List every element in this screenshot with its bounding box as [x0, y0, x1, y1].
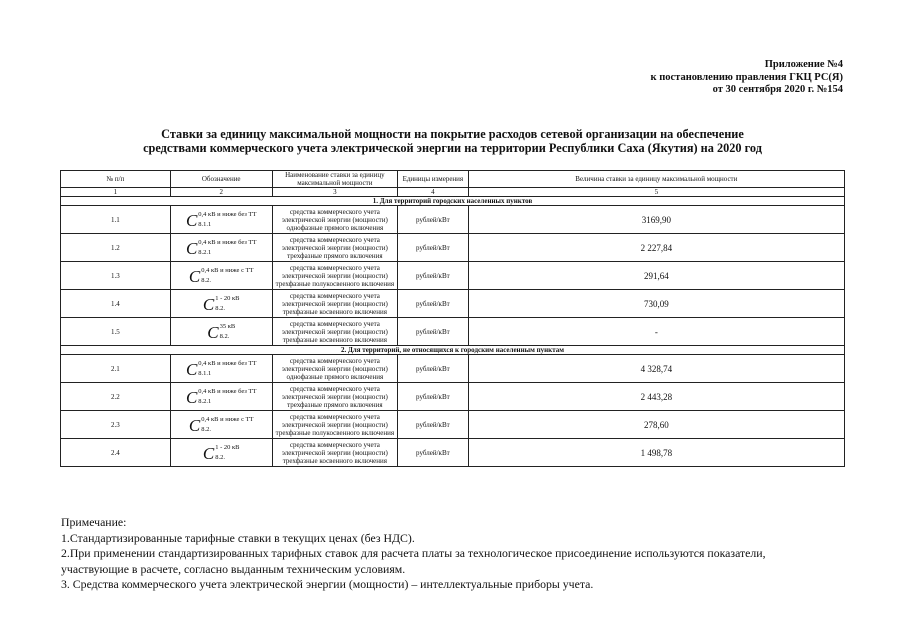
header-designation: Обозначение	[170, 171, 272, 188]
row-designation	[170, 439, 272, 467]
row-name-line: средства коммерческого учета электрической энергии (мощности)	[281, 319, 388, 336]
section-title: 1. Для территорий городских населенных пунктов	[61, 197, 845, 206]
row-unit: рублей/кВт	[398, 262, 469, 290]
row-name-line: трехфазные прямого включения	[287, 251, 383, 260]
section-row	[61, 346, 845, 355]
row-value: 3169,90	[468, 206, 844, 234]
section-row	[61, 197, 845, 206]
designation-subscript: 8.2.	[215, 305, 225, 312]
designation-symbol	[203, 294, 240, 313]
row-designation	[170, 234, 272, 262]
row-name	[272, 383, 397, 411]
designation-subscript: 8.2.	[215, 454, 225, 461]
note-item: участвующие в расчете, согласно выданным техническим условиям.	[61, 561, 406, 576]
row-unit: рублей/кВт	[398, 383, 469, 411]
row-name-line: средства коммерческого учета электрической энергии (мощности)	[281, 412, 388, 429]
row-number: 1.5	[61, 318, 171, 346]
row-name	[272, 234, 397, 262]
table-row	[61, 439, 845, 467]
row-value: 278,60	[468, 411, 844, 439]
header-num: № п/п	[61, 171, 171, 188]
row-name	[272, 439, 397, 467]
row-unit: рублей/кВт	[398, 439, 469, 467]
designation-subscript: 8.1.1	[198, 370, 212, 377]
header-value: Величина ставки за единицу максимальной мощности	[468, 171, 844, 188]
designation-superscript: 0,4 кВ и ниже без ТТ	[198, 211, 257, 218]
designation-letter: C	[185, 211, 198, 230]
designation-superscript: 1 - 20 кВ	[215, 444, 240, 451]
notes-block	[61, 515, 841, 593]
row-value: 1 498,78	[468, 439, 844, 467]
column-number: 4	[398, 188, 469, 197]
row-name-line: средства коммерческого учета электрической энергии (мощности)	[281, 384, 388, 401]
designation-symbol	[186, 210, 257, 229]
designation-superscript: 0,4 кВ и ниже без ТТ	[198, 239, 257, 246]
designation-letter: C	[185, 239, 198, 258]
designation-superscript: 0,4 кВ и ниже с ТТ	[201, 416, 254, 423]
document-title	[0, 128, 905, 155]
note-item: 1.Стандартизированные тарифные ставки в текущих ценах (без НДС).	[61, 530, 415, 545]
section-title: 2. Для территорий, не относящихся к городским населенным пунктам	[61, 346, 845, 355]
row-unit: рублей/кВт	[398, 234, 469, 262]
row-designation	[170, 262, 272, 290]
designation-letter: C	[185, 388, 198, 407]
header-name: Наименование ставки за единицу максимальной мощности	[272, 171, 397, 188]
row-designation	[170, 383, 272, 411]
table-header-row	[61, 171, 845, 188]
table-row	[61, 383, 845, 411]
table-row	[61, 355, 845, 383]
designation-superscript: 0,4 кВ и ниже с ТТ	[201, 267, 254, 274]
row-name	[272, 262, 397, 290]
row-name-line: трехфазные прямого включения	[287, 400, 383, 409]
row-number: 1.2	[61, 234, 171, 262]
table-row	[61, 206, 845, 234]
designation-letter: C	[188, 267, 201, 286]
row-name-line: трехфазные косвенного включения	[282, 456, 387, 465]
designation-superscript: 35 кВ	[219, 323, 236, 330]
row-designation	[170, 355, 272, 383]
designation-subscript: 8.2.1	[198, 249, 212, 256]
row-value: 291,64	[468, 262, 844, 290]
row-name	[272, 290, 397, 318]
designation-symbol	[186, 238, 257, 257]
row-number: 1.3	[61, 262, 171, 290]
designation-superscript: 0,4 кВ и ниже без ТТ	[198, 360, 257, 367]
row-name-line: однофазные прямого включения	[286, 223, 384, 232]
designation-symbol	[203, 443, 240, 462]
row-number: 2.3	[61, 411, 171, 439]
designation-letter: C	[185, 360, 198, 379]
table-row	[61, 318, 845, 346]
designation-letter: C	[188, 416, 201, 435]
rates-table	[60, 170, 845, 467]
designation-subscript: 8.2.	[201, 277, 211, 284]
row-designation	[170, 411, 272, 439]
row-name-line: трехфазные полукосвенного включения	[275, 279, 395, 288]
designation-superscript: 0,4 кВ и ниже без ТТ	[198, 388, 257, 395]
designation-subscript: 8.2.1	[198, 398, 212, 405]
note-item: 2.При применении стандартизированных тарифных ставок для расчета платы за технологическое присоединение используются показатели,	[61, 546, 766, 561]
row-name-line: трехфазные косвенного включения	[282, 335, 387, 344]
row-value: -	[468, 318, 844, 346]
row-number: 1.4	[61, 290, 171, 318]
row-unit: рублей/кВт	[398, 355, 469, 383]
row-value: 730,09	[468, 290, 844, 318]
table-row	[61, 262, 845, 290]
row-number: 1.1	[61, 206, 171, 234]
designation-symbol	[207, 322, 235, 341]
appendix-number: Приложение №4	[764, 59, 843, 70]
designation-subscript: 8.2.	[201, 426, 211, 433]
designation-symbol	[189, 415, 254, 434]
designation-symbol	[186, 359, 257, 378]
row-value: 4 328,74	[468, 355, 844, 383]
title-line-2: средствами коммерческого учета электрической энергии на территории Республики Саха (Якутия) на 2020 год	[143, 140, 762, 155]
row-name-line: средства коммерческого учета электрической энергии (мощности)	[281, 291, 388, 308]
row-name-line: средства коммерческого учета электрической энергии (мощности)	[281, 356, 388, 373]
designation-letter: C	[202, 444, 215, 463]
row-number: 2.1	[61, 355, 171, 383]
row-name	[272, 355, 397, 383]
column-number: 3	[272, 188, 397, 197]
row-number: 2.4	[61, 439, 171, 467]
designation-subscript: 8.2.	[219, 333, 230, 340]
row-name-line: средства коммерческого учета электрической энергии (мощности)	[281, 440, 388, 457]
table-row	[61, 234, 845, 262]
row-unit: рублей/кВт	[398, 411, 469, 439]
designation-subscript: 8.1.1	[198, 221, 212, 228]
row-unit: рублей/кВт	[398, 206, 469, 234]
header-unit: Единицы измерения	[398, 171, 469, 188]
row-value: 2 443,28	[468, 383, 844, 411]
designation-symbol	[186, 387, 257, 406]
row-name-line: однофазные прямого включения	[286, 372, 384, 381]
row-designation	[170, 206, 272, 234]
row-number: 2.2	[61, 383, 171, 411]
row-value: 2 227,84	[468, 234, 844, 262]
appendix-header	[651, 59, 843, 97]
table-row	[61, 411, 845, 439]
row-name	[272, 318, 397, 346]
row-unit: рублей/кВт	[398, 318, 469, 346]
row-name-line: средства коммерческого учета электрической энергии (мощности)	[281, 207, 388, 224]
designation-letter: C	[202, 295, 215, 314]
designation-letter: C	[207, 323, 219, 342]
row-name	[272, 411, 397, 439]
row-designation	[170, 290, 272, 318]
designation-symbol	[189, 266, 254, 285]
designation-superscript: 1 - 20 кВ	[215, 295, 240, 302]
column-number: 1	[61, 188, 171, 197]
row-unit: рублей/кВт	[398, 290, 469, 318]
column-number: 2	[170, 188, 272, 197]
appendix-date: от 30 сентября 2020 г. №154	[712, 84, 843, 95]
row-name	[272, 206, 397, 234]
row-name-line: трехфазные полукосвенного включения	[275, 428, 395, 437]
appendix-reference: к постановлению правления ГКЦ РС(Я)	[650, 71, 843, 83]
row-designation	[170, 318, 272, 346]
column-number-row	[61, 188, 845, 197]
notes-heading: Примечание:	[61, 515, 127, 529]
title-line-1: Ставки за единицу максимальной мощности на покрытие расходов сетевой организации на обеспечение	[161, 127, 744, 141]
table-row	[61, 290, 845, 318]
column-number: 5	[468, 188, 844, 197]
row-name-line: средства коммерческого учета электрической энергии (мощности)	[281, 235, 388, 252]
row-name-line: средства коммерческого учета электрической энергии (мощности)	[281, 263, 388, 280]
row-name-line: трехфазные косвенного включения	[282, 307, 387, 316]
note-item: 3. Средства коммерческого учета электрической энергии (мощности) – интеллектуальные приборы учета.	[61, 577, 594, 592]
